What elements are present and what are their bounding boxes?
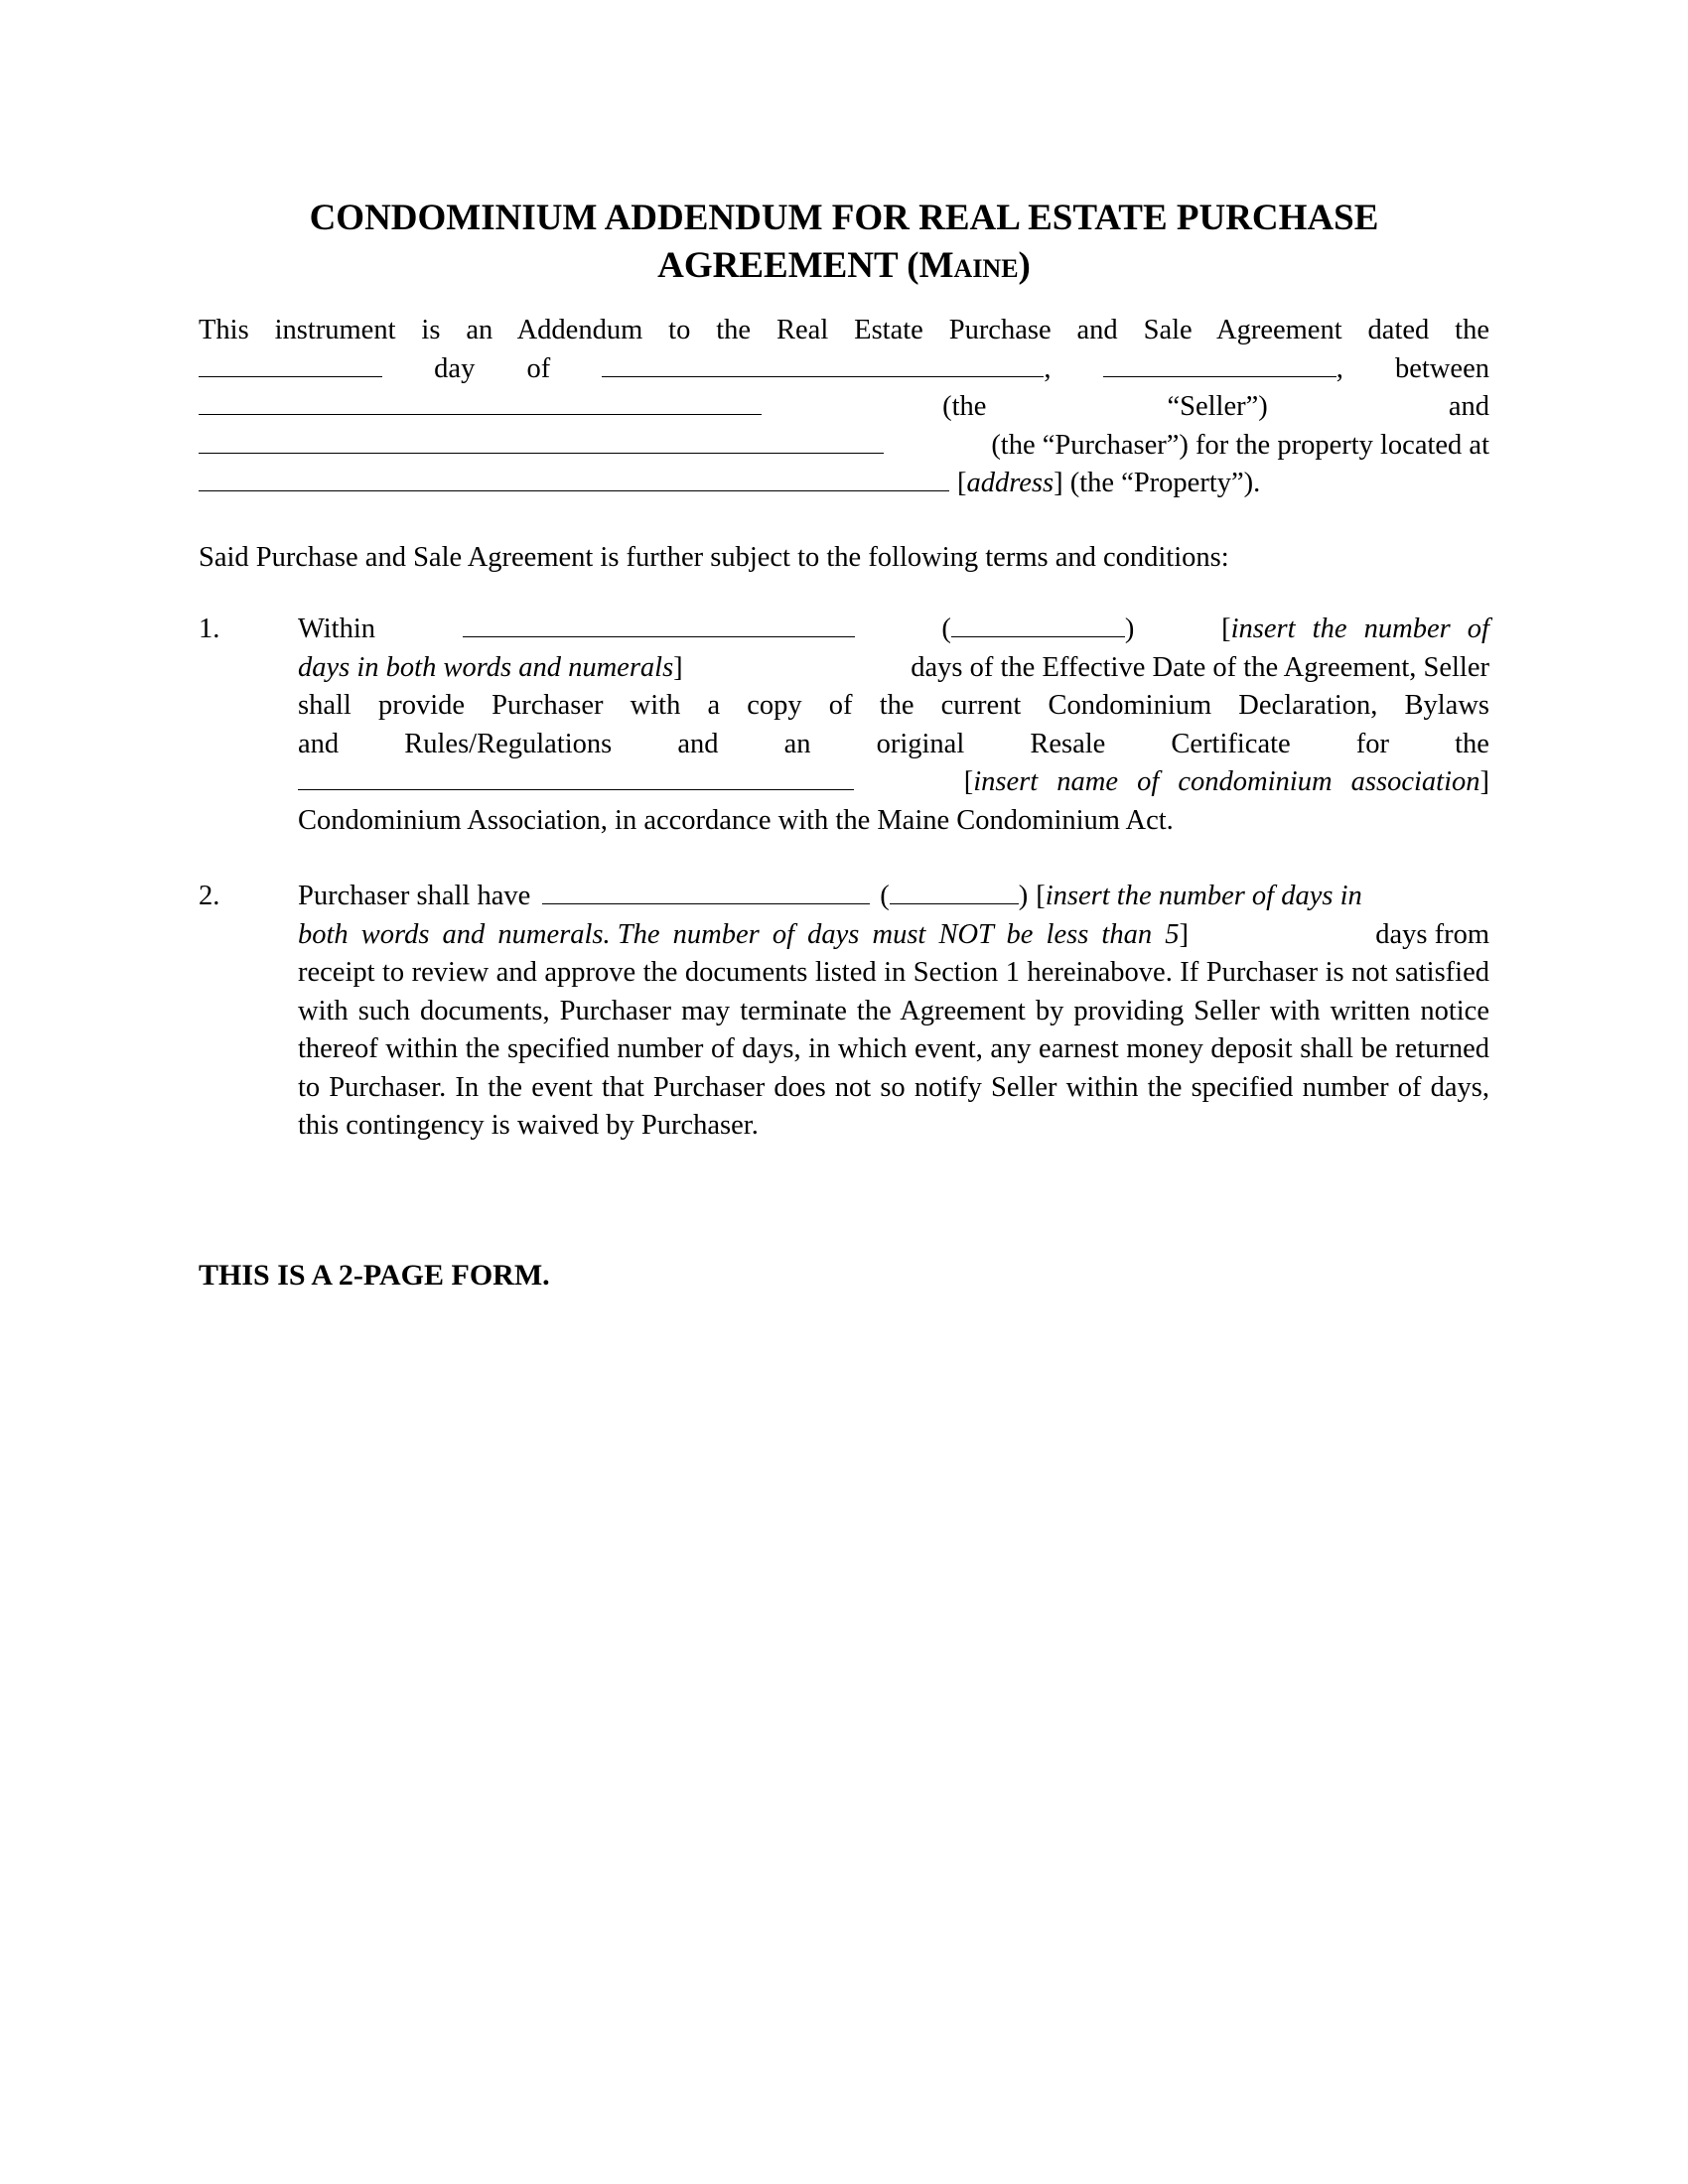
year-blank[interactable]: [1103, 354, 1336, 377]
item-1-row-4: and Rules/Regulations and an original Resale Certificate for the: [298, 728, 1489, 759]
days-words-blank[interactable]: [463, 614, 855, 637]
item-number: 1.: [199, 614, 220, 644]
intro-line-1: This instrument is an Addendum to the Real Estate Purchase and Sale Agreement dated the: [199, 315, 1489, 345]
intro-paragraph: [199, 312, 1489, 503]
title-state: (Maine): [907, 245, 1031, 286]
review-days-words-blank[interactable]: [542, 882, 870, 904]
document-title: [199, 195, 1489, 290]
document-page: [199, 195, 1489, 1295]
form-footer-note: THIS IS A 2-PAGE FORM.: [199, 1258, 550, 1292]
item-number: 2.: [199, 881, 220, 911]
intro-line-4: (the “Purchaser”) for the property located at: [199, 427, 1489, 466]
intro-line-2: day of , , between: [199, 350, 1489, 389]
review-days-numerals-blank[interactable]: [890, 882, 1019, 904]
intro-line-3: (the “Seller”) and: [199, 388, 1489, 427]
address-hint: address: [966, 468, 1055, 498]
intro-line-5: [address] (the “Property”).: [199, 465, 1489, 503]
item-2-body-text: receipt to review and approve the documents listed in Section 1 hereinabove. If Purchaser is not satisfied with such documents, Purchaser may terminate the Agreement by providing Seller with written notice thereof within the specified number of days, in which event, any earnest money deposit shall be returned to Purchaser. In the event that Purchaser does not so notify Seller within the specified number of days, this contingency is waived by Purchaser.: [298, 957, 1489, 1141]
item-body: Purchaser shall have ( ) [insert the number of days in both words and numerals. The number of days must NOT be less than 5] days from receipt to review and approve the documents listed in Section 1 hereinabove. If Purchaser is not satisfied with such documents, Purchaser may terminate the Agreement by providing Seller with written notice thereof within the specified number of days, in which event, any earnest money deposit shall be returned to Purchaser. In the event that Purchaser does not so notify Seller within the specified number of days, this contingency is waived by Purchaser.: [298, 878, 1489, 1146]
month-blank[interactable]: [602, 354, 1044, 377]
title-line-1: CONDOMINIUM ADDENDUM FOR REAL ESTATE PURCHASE: [309, 198, 1379, 238]
property-address-blank[interactable]: [199, 469, 949, 491]
list-item: [199, 611, 1489, 840]
seller-name-blank[interactable]: [199, 392, 762, 415]
title-line-2: AGREEMENT: [657, 245, 899, 286]
day-blank[interactable]: [199, 354, 382, 377]
association-name-blank[interactable]: [298, 767, 854, 790]
subject-line: Said Purchase and Sale Agreement is further subject to the following terms and conditions:: [199, 541, 1229, 573]
item-body: Within ( ) [insert the number of days in both words and numerals] days of the Effective Date of the Agreement, Seller shall provide Purchaser with a copy of the current Condominium Declaration, Bylaws and Rules/Regulations and an original Resale Certificate for the [insert name of condominium association] Condominium Association, in accordance with the Maine Condominium Act.: [298, 614, 1489, 836]
purchaser-name-blank[interactable]: [199, 431, 884, 454]
list-item: [199, 878, 1489, 1146]
days-numerals-blank[interactable]: [951, 614, 1125, 637]
